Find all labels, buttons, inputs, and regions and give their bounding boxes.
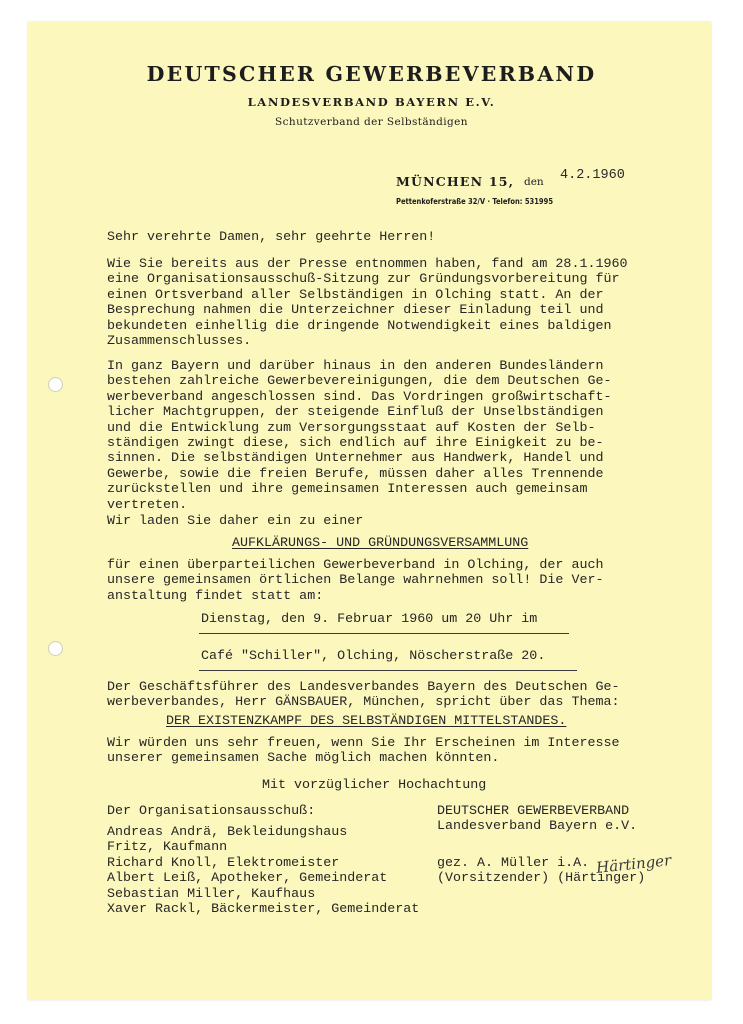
committee-member: Sebastian Miller, Kaufhaus [107,886,316,902]
committee-member: Xaver Rackl, Bäckermeister, Gemeinderat [107,902,420,917]
text-line: Wir würden uns sehr freuen, wenn Sie Ihr Erscheinen im Interesse [107,736,620,751]
letterhead-tagline: Schutzverband der Selbständigen [275,116,468,128]
signatory-roles: (Vorsitzender) (Härtinger) [437,871,646,887]
text-line: bekundeten einhellig die dringende Notwendigkeit eines baldigen [107,318,612,334]
text-line: Besprechung nahmen die Unterzeichner dieser Einladung teil und [107,303,604,319]
event-heading: AUFKLÄRUNGS- UND GRÜNDUNGSVERSAMMLUNG [232,536,529,551]
text-line: vertreten. [107,497,188,513]
punch-hole-bottom [48,641,63,656]
handwritten-signature: Härtinger [595,851,673,877]
committee-member: Fritz, Kaufmann [107,840,228,856]
text-line: licher Machtgruppen, der steigende Einfluß der Unselbständigen [107,405,604,421]
text-line: werbeverband angeschlossen sind. Das Vordringen großwirtschaft- [107,389,612,405]
text-line: einen Ortsverband aller Selbständigen in Olching statt. An der [107,287,604,303]
committee-member: Richard Knoll, Elektromeister [107,855,340,871]
committee-heading: Der Organisationsausschuß: [107,804,316,819]
event-place: Café "Schiller", Olching, Nöscherstraße 20. [201,649,546,664]
text-line: In ganz Bayern und darüber hinaus in den anderen Bundesländern [107,359,604,374]
event-date-rule [199,633,569,634]
text-line: unserer gemeinsamen Sache möglich machen könnten. [107,751,500,767]
text-line: eine Organisationsausschuß-Sitzung zur Gründungsvorbereitung für [107,272,620,288]
event-place-rule [199,670,577,671]
signatory-signed: gez. A. Müller i.A. [437,856,590,871]
text-line: sinnen. Die selbständigen Unternehmer aus Handwerk, Handel und [107,451,604,467]
letterhead-title: DEUTSCHER GEWERBEVERBAND [146,62,597,86]
punch-hole-top [48,377,63,392]
text-line: Der Geschäftsführer des Landesverbandes Bayern des Deutschen Ge- [107,680,620,695]
closing: Mit vorzüglicher Hochachtung [262,778,487,793]
salutation: Sehr verehrte Damen, sehr geehrte Herren! [107,230,436,245]
text-line: für einen überparteilichen Gewerbeverband in Olching, der auch [107,558,604,573]
text-line: Wie Sie bereits aus der Presse entnommen haben, fand am 28.1.1960 [107,257,628,272]
text-line: zurückstellen und ihre gemeinsamen Interessen auch gemeinsam [107,482,588,498]
letter-date: 4.2.1960 [560,168,625,183]
signatory-org: DEUTSCHER GEWERBEVERBAND [437,804,630,819]
letterhead-den: den [524,176,544,188]
talk-topic: DER EXISTENZKAMPF DES SELBSTÄNDIGEN MITTELSTANDES. [166,714,567,729]
committee-member: Andreas Andrä, Bekleidungshaus [107,825,348,840]
text-line: Gewerbe, sowie die freien Berufe, müssen daher alles Trennende [107,466,604,482]
letterhead-address: Pettenkoferstraße 32/V · Telefon: 531995 [396,197,554,206]
text-line: unsere gemeinsamen örtlichen Belange wahrnehmen soll! Die Ver- [107,573,604,589]
text-line: anstaltung findet statt am: [107,588,324,604]
event-date: Dienstag, den 9. Februar 1960 um 20 Uhr im [201,612,538,627]
text-line: Zusammenschlusses. [107,334,252,349]
committee-member: Albert Leiß, Apotheker, Gemeinderat [107,871,388,887]
text-line: und die Entwicklung zum Versorgungsstaat auf Kosten der Selb- [107,420,596,436]
signatory-org-sub: Landesverband Bayern e.V. [437,819,638,835]
text-line: ständigen zwingt diese, sich endlich auf ihre Einigkeit zu be- [107,436,604,451]
letterhead-subtitle: LANDESVERBAND BAYERN E.V. [247,95,496,109]
text-line: bestehen zahlreiche Gewerbevereinigungen, die dem Deutschen Ge- [107,374,612,390]
text-line: werbeverbandes, Herr GÄNSBAUER, München, spricht über das Thema: [107,695,620,711]
invite-line: Wir laden Sie daher ein zu einer [107,514,364,529]
letterhead-city: MÜNCHEN 15, [396,174,515,189]
